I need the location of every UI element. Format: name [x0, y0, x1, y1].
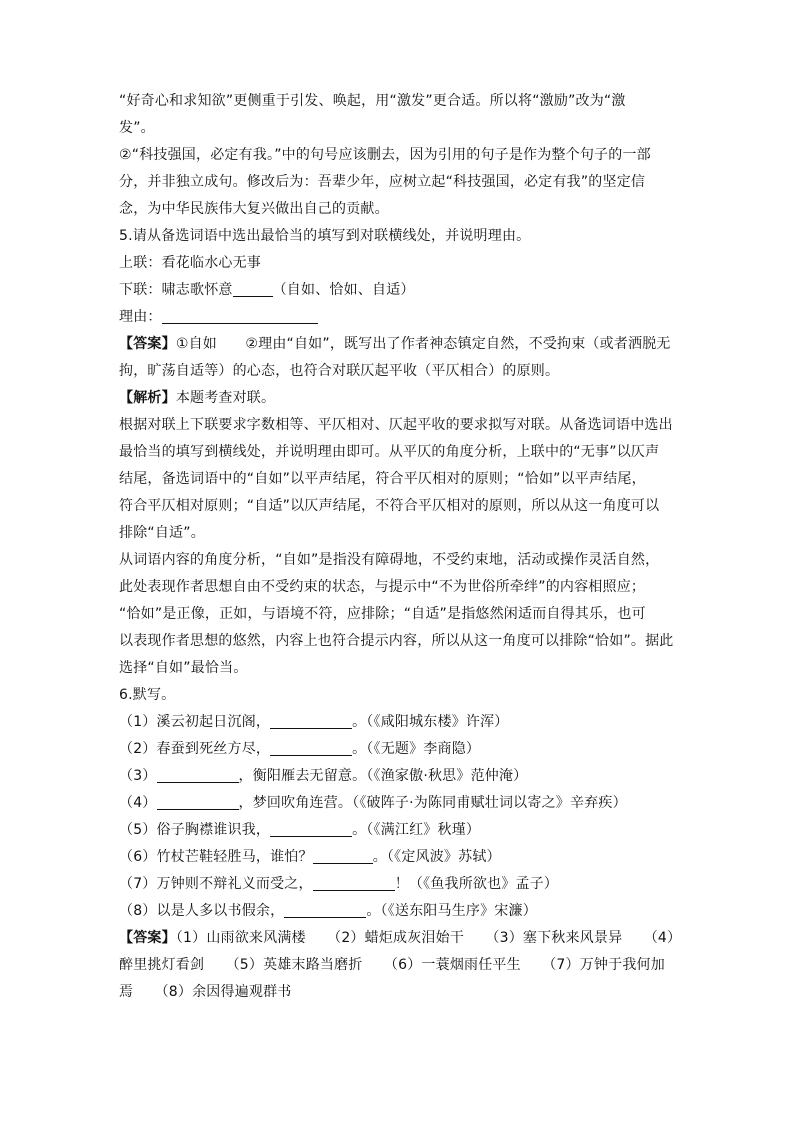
text-line	[119, 871, 684, 898]
text-line	[119, 304, 684, 331]
text-line: 结尾，备选词语中的“自如”以平声结尾，符合平仄相对的原则；“恰如”以平声结尾，	[119, 471, 646, 487]
text-line: ②“科技强国，必定有我。”中的句号应该删去，因为引用的句子是作为整个句子的一部	[119, 147, 651, 163]
line-text: 。（《满江红》秋瑾）	[352, 822, 481, 838]
text-line	[119, 331, 684, 358]
fill-in-blank	[284, 902, 366, 918]
line-text: ，梦回吹角连营。（《破阵子·为陈同甫赋壮词以寄之》辛弃疾）	[238, 795, 627, 811]
text-line: 根据对联上下联要求字数相等、平仄相对、仄起平收的要求拟写对联。从备选词语中选出	[119, 417, 673, 433]
fill-in-blank	[162, 308, 318, 324]
line-text: （7）万钟则不辩礼义而受之，	[119, 876, 313, 892]
line-text: （5）俗子胸襟谁识我，	[119, 822, 271, 838]
text-line: 念，为中华民族伟大复兴做出自己的贡献。	[119, 201, 389, 217]
text-line	[119, 817, 684, 844]
text-line: 焉 （8）余因得遍观群书	[119, 984, 292, 1000]
text-line: 发”。	[119, 120, 155, 136]
text-line: 排除“自适”。	[119, 525, 205, 541]
text-line: 从词语内容的角度分析，“自如”是指没有障碍地，不受约束地，活动或操作灵活自然，	[119, 552, 660, 568]
line-text: ①自如 ②理由“自如”，既写出了作者神态镇定自然，不受拘束（或者洒脱无	[175, 336, 671, 352]
text-line	[119, 925, 684, 952]
fill-in-blank	[233, 281, 273, 297]
line-text: 。（《定风波》苏轼）	[372, 849, 501, 865]
text-line	[119, 898, 684, 925]
text-line	[119, 736, 684, 763]
text-line	[119, 385, 684, 412]
section-label: 【解析】	[119, 390, 176, 406]
section-label: 【答案】	[119, 336, 176, 352]
text-line: 6.默写。	[119, 687, 176, 703]
fill-in-blank	[270, 740, 352, 756]
line-text: ！（《鱼我所欲也》孟子）	[394, 876, 559, 892]
line-text: 。（《无题》李商隐）	[352, 741, 481, 757]
line-text: 下联：啸志歌怀意	[119, 282, 233, 298]
line-text: ，衡阳雁去无留意。（《渔家傲·秋思》范仲淹）	[238, 768, 528, 784]
text-line: 最恰当的填写到横线处，并说明理由即可。从平仄的角度分析，上联中的“无事”以仄声	[119, 444, 660, 460]
text-line: “恰如”是正像，正如，与语境不符，应排除；“自适”是指悠然闲适而自得其乐，也可	[119, 606, 646, 622]
line-text: （8）以是人多以书假余，	[119, 903, 285, 919]
text-line: 以表现作者思想的悠然，内容上也符合提示内容，所以从这一角度可以排除“恰如”。据此	[119, 633, 674, 649]
line-text: （自如、恰如、自适）	[272, 282, 415, 298]
line-text: 。（《咸阳城东楼》许浑）	[352, 714, 509, 730]
line-text: （3）	[119, 768, 157, 784]
line-text: （1）山雨欲来风满楼 （2）蜡炬成灰泪始干 （3）塞下秋来风景异 （4）	[175, 930, 682, 946]
text-line	[119, 277, 684, 304]
text-line: 分，并非独立成句。修改后为：吾辈少年，应树立起“科技强国，必定有我”的坚定信	[119, 174, 646, 190]
text-line: 5.请从备选词语中选出最恰当的填写到对联横线处，并说明理由。	[119, 228, 531, 244]
text-line	[119, 763, 684, 790]
text-line: 醉里挑灯看剑 （5）英雄末路当磨折 （6）一蓑烟雨任平生 （7）万钟于我何加	[119, 957, 665, 973]
fill-in-blank	[313, 875, 395, 891]
line-text: （4）	[119, 795, 157, 811]
text-line: 符合平仄相对原则；“自适”以仄声结尾，不符合平仄相对的原则，所以从这一角度可以	[119, 498, 660, 514]
text-line: 选择“自如”最恰当。	[119, 660, 248, 676]
text-line: 上联：看花临水心无事	[119, 255, 261, 271]
text-line: “好奇心和求知欲”更侧重于引发、唤起，用“激发”更合适。所以将“激励”改为“激	[119, 93, 626, 109]
section-label: 【答案】	[119, 930, 176, 946]
line-text: （2）春蚕到死丝方尽，	[119, 741, 271, 757]
fill-in-blank	[313, 848, 373, 864]
line-text: 。（《送东阳马生序》宋濂）	[366, 903, 537, 919]
document-page	[119, 88, 684, 1006]
fill-in-blank	[270, 821, 352, 837]
fill-in-blank	[157, 767, 239, 783]
line-text: 本题考查对联。	[175, 390, 276, 406]
fill-in-blank	[157, 794, 239, 810]
text-line	[119, 709, 684, 736]
text-line: 拘，旷荡自适等）的心态，也符合对联仄起平收（平仄相合）的原则。	[119, 363, 560, 379]
line-text: 理由：	[119, 309, 162, 325]
line-text: （6）竹杖芒鞋轻胜马，谁怕？	[119, 849, 313, 865]
line-text: （1）溪云初起日沉阁，	[119, 714, 271, 730]
fill-in-blank	[270, 713, 352, 729]
text-line	[119, 790, 684, 817]
text-line: 此处表现作者思想自由不受约束的状态，与提示中“不为世俗所牵绊”的内容相照应；	[119, 579, 646, 595]
text-line	[119, 844, 684, 871]
